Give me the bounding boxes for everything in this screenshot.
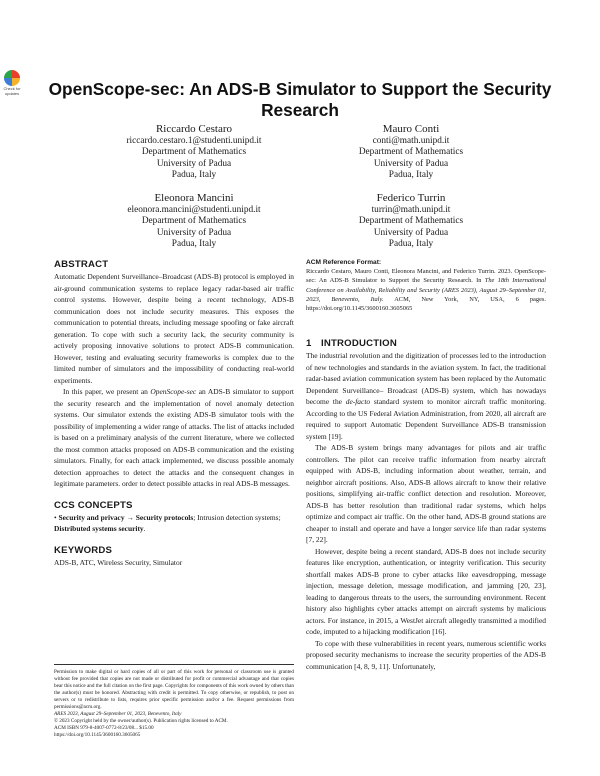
author-name: Eleonora Mancini	[154, 192, 234, 204]
doi-link[interactable]: https://doi.org/10.1145/3600160.3605065	[54, 731, 141, 738]
conference-info: ARES 2023, August 29–September 01, 2023, Benevento, Italy	[54, 710, 182, 717]
system-name: OpenScope-sec	[150, 387, 197, 396]
author-block	[291, 192, 531, 251]
author-department: Department of Mathematics	[358, 147, 464, 158]
check-for-updates-badge[interactable]	[2, 70, 22, 96]
acm-badges-icon	[4, 70, 20, 86]
author-department: Department of Mathematics	[141, 147, 247, 158]
author-email[interactable]: turrin@math.unipd.it	[371, 205, 451, 215]
keywords-text: ADS-B, ATC, Wireless Security, Simulator	[54, 557, 183, 567]
author-block	[291, 123, 531, 182]
abstract-paragraph: Automatic Dependent Surveillance–Broadcast (ADS-B) protocol is employed in air-ground communication systems to replace legacy radar-based air traffic control systems. However, despite being a recent technology, ADS-B communication does not include security measures. This exposes the communication to potential threats, including message spoofing or fake aircraft generation. To cope with such a security lack, the security community is actively proposing innovative solutions to protect ADS-B communication. However, testing and evaluating security frameworks is complex due to the limited number of simulators and the impossibility of conducting real-world experiments.	[54, 272, 294, 385]
author-location: Padua, Italy	[388, 170, 434, 181]
author-block	[74, 123, 314, 182]
author-name: Federico Turrin	[376, 192, 446, 204]
author-university: University of Padua	[156, 158, 232, 169]
author-block	[74, 192, 314, 251]
abstract-paragraph: In this paper, we present an OpenScope-sec an ADS-B simulator to support the security research and the implementation of novel anomaly detection systems. Our simulator extends the existing ADS-B simulator tools with the possibility of implementing a wider range of attacks. The list of attacks included is based on a preliminary analysis of the current literature, where we collected the most common attacks proposed on ADS-B communication and the existing simulators. Finally, for each attack implemented, we discuss possible anomaly detection approaches to detect the attacks and the consequent changes in legitimate parameters. order to detect possible attacks in real ADS-B messages.	[54, 387, 294, 488]
permission-notice	[54, 664, 294, 739]
author-email[interactable]: eleonora.mancini@studenti.unipd.it	[127, 205, 261, 215]
badge-text: Check for updates	[3, 86, 21, 96]
author-university: University of Padua	[373, 227, 449, 238]
author-name: Mauro Conti	[382, 123, 440, 135]
author-location: Padua, Italy	[171, 239, 217, 250]
intro-paragraph: To cope with these vulnerabilities in recent years, numerous scientific works proposed security mechanisms to increase the security properties of the ADS-B communication [4, 8, 9, 11]. Unfortunately,	[306, 638, 546, 671]
keywords-heading: KEYWORDS	[54, 544, 113, 556]
copyright-line: © 2023 Copyright held by the owner/author(s). Publication rights licensed to ACM.	[54, 717, 228, 724]
author-university: University of Padua	[373, 158, 449, 169]
abstract-heading: ABSTRACT	[54, 259, 109, 270]
ccs-concepts: • Security and privacy → Security protocols; Intrusion detection systems; Distributed systems security.	[54, 512, 281, 533]
intro-paragraph: However, despite being a recent standard, ADS-B does not include security features like encryption, authentication, or integrity verification. This security shortfall makes ADS-B prone to cyber attacks like eavesdropping, message injection, message deletion, message modification, and jamming [20, 23], leading to dangerous threats to the users, the surrounding environment. Recent history also highlights cyber attacks attempt on aircraft systems by malicious actors. For instance, in 2015, a WestJet aircraft allegedly transmitted a modified code, imputed to a hijacking modification [16].	[306, 546, 546, 637]
isbn-line: ACM ISBN 979-8-4007-0772-8/23/08... $15.00	[54, 724, 154, 731]
intro-paragraph: The industrial revolution and the digitization of processes led to the introduction of new technologies and standards in the aviation system. In fact, the traditional radar-based aviation communication system has been replaced by the Automatic Dependent Surveillance– Broadcast (ADS-B) system, which has nowadays become the de-facto standard system to monitor aircraft traffic monitoring. According to the US Federal Aviation Administration, from 2020, all aircraft are required to support Automatic Dependent Surveillance ADS-B transmission system [19].	[306, 351, 546, 441]
author-university: University of Padua	[156, 227, 232, 238]
author-department: Department of Mathematics	[358, 216, 464, 227]
acm-reference-heading: ACM Reference Format:	[306, 259, 382, 266]
intro-paragraph: The ADS-B system brings many advantages for pilots and air traffic controllers. The pilot can receive traffic information from nearby aircraft equipped with ADS-B, including information about weather, terrain, and neighbor aircraft positions. Also, ADS-B allows aircraft to know their relative positions, simplifying air-traffic conflict detection and resolution. Moreover, ADS-B has better resolution than traditional radar systems, which helps optimize and compact air traffic. On the other hand, ADS-B ground stations are cheaper to install and operate and have a longer service life than radar systems [7, 22].	[306, 443, 546, 545]
ccs-heading: CCS CONCEPTS	[54, 499, 133, 511]
introduction-heading: 1 INTRODUCTION	[306, 338, 397, 350]
left-column	[54, 258, 294, 568]
acm-reference-text: Riccardo Cestaro, Mauro Conti, Eleonora Mancini, and Federico Turrin. 2023. OpenScope-sec: An ADS-B Simulator to Support the Security Research. In The 18th International Conference on Availability, Reliability and Security (ARES 2023), August 29–September 01, 2023, Benevento, Italy. ACM, New York, NY, USA, 6 pages. https://doi.org/10.1145/3600160.3605065	[306, 268, 546, 313]
author-email[interactable]: conti@math.unipd.it	[372, 136, 450, 146]
author-department: Department of Mathematics	[141, 216, 247, 227]
right-column	[306, 258, 546, 672]
author-location: Padua, Italy	[388, 239, 434, 250]
author-name: Riccardo Cestaro	[155, 123, 233, 135]
author-email[interactable]: riccardo.cestaro.1@studenti.unipd.it	[126, 136, 262, 146]
paper-title: OpenScope-sec: An ADS-B Simulator to Support the Security Research	[48, 79, 552, 120]
permission-text: Permission to make digital or hard copies of all or part of this work for personal or classroom use is granted without fee provided that copies are not made or distributed for profit or commercial advantage and that copies bear this notice and the full citation on the first page. Copyrights for components of this work owned by others than the author(s) must be honored. Abstracting with credit is permitted. To copy otherwise, or republish, to post on servers or to redistribute to lists, requires prior specific permission and/or a fee. Request permissions from permissions@acm.org.	[54, 669, 294, 710]
author-location: Padua, Italy	[171, 170, 217, 181]
